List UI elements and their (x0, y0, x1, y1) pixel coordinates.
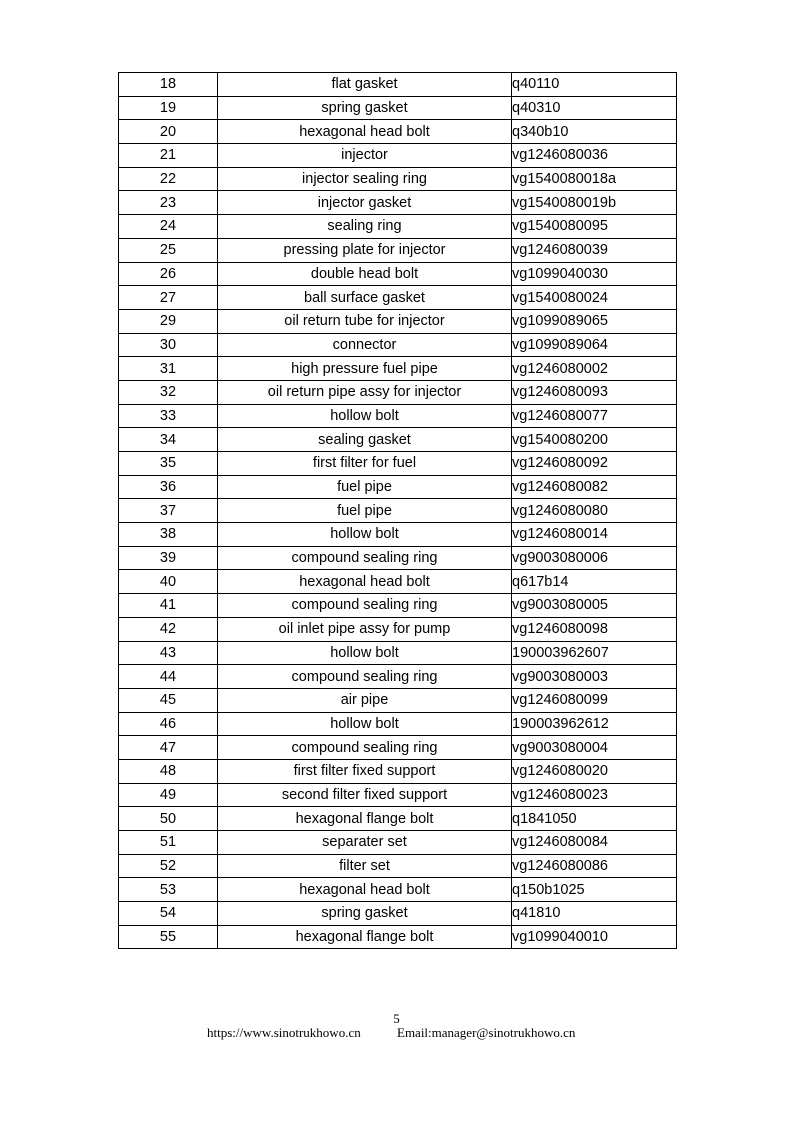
part-name: fuel pipe (218, 499, 512, 523)
part-code: 190003962607 (512, 641, 677, 665)
part-code: vg1099040030 (512, 262, 677, 286)
row-number: 31 (119, 357, 218, 381)
part-name: second filter fixed support (218, 783, 512, 807)
table-row (119, 475, 677, 499)
part-code: vg1246080098 (512, 617, 677, 641)
part-code: vg1099089064 (512, 333, 677, 357)
table-row (119, 286, 677, 310)
row-number: 24 (119, 215, 218, 239)
part-name: injector gasket (218, 191, 512, 215)
table-row (119, 712, 677, 736)
row-number: 21 (119, 144, 218, 168)
table-row (119, 404, 677, 428)
table-row (119, 570, 677, 594)
table-row (119, 238, 677, 262)
table-row (119, 617, 677, 641)
table-row (119, 902, 677, 926)
part-name: connector (218, 333, 512, 357)
part-name: compound sealing ring (218, 594, 512, 618)
row-number: 44 (119, 665, 218, 689)
part-name: flat gasket (218, 73, 512, 97)
footer-email: Email:manager@sinotrukhowo.cn (397, 1025, 576, 1040)
part-name: pressing plate for injector (218, 238, 512, 262)
table-row (119, 357, 677, 381)
row-number: 20 (119, 120, 218, 144)
table-row (119, 641, 677, 665)
row-number: 50 (119, 807, 218, 831)
part-code: vg1246080084 (512, 831, 677, 855)
table-row (119, 167, 677, 191)
row-number: 33 (119, 404, 218, 428)
row-number: 40 (119, 570, 218, 594)
part-name: compound sealing ring (218, 546, 512, 570)
part-name: ball surface gasket (218, 286, 512, 310)
part-code: vg1246080099 (512, 688, 677, 712)
part-code: q40110 (512, 73, 677, 97)
part-name: hexagonal head bolt (218, 878, 512, 902)
row-number: 49 (119, 783, 218, 807)
part-code: vg9003080005 (512, 594, 677, 618)
part-code: q41810 (512, 902, 677, 926)
row-number: 51 (119, 831, 218, 855)
table-row (119, 120, 677, 144)
part-code: q150b1025 (512, 878, 677, 902)
row-number: 23 (119, 191, 218, 215)
part-code: vg1246080093 (512, 380, 677, 404)
parts-table (118, 72, 677, 949)
row-number: 48 (119, 759, 218, 783)
part-code: vg1246080077 (512, 404, 677, 428)
part-code: vg1246080086 (512, 854, 677, 878)
part-code: vg1246080080 (512, 499, 677, 523)
row-number: 46 (119, 712, 218, 736)
row-number: 27 (119, 286, 218, 310)
table-row (119, 333, 677, 357)
row-number: 45 (119, 688, 218, 712)
part-name: injector sealing ring (218, 167, 512, 191)
row-number: 39 (119, 546, 218, 570)
part-name: hexagonal flange bolt (218, 807, 512, 831)
table-row (119, 831, 677, 855)
row-number: 22 (119, 167, 218, 191)
part-code: q617b14 (512, 570, 677, 594)
part-code: vg9003080003 (512, 665, 677, 689)
row-number: 37 (119, 499, 218, 523)
table-row (119, 309, 677, 333)
table-row (119, 452, 677, 476)
part-code: q1841050 (512, 807, 677, 831)
row-number: 19 (119, 96, 218, 120)
table-row (119, 215, 677, 239)
footer-website: https://www.sinotrukhowo.cn (207, 1025, 361, 1040)
part-name: high pressure fuel pipe (218, 357, 512, 381)
part-code: vg1540080200 (512, 428, 677, 452)
row-number: 43 (119, 641, 218, 665)
part-code: vg1246080023 (512, 783, 677, 807)
row-number: 42 (119, 617, 218, 641)
table-row (119, 665, 677, 689)
row-number: 47 (119, 736, 218, 760)
part-name: sealing gasket (218, 428, 512, 452)
table-row (119, 73, 677, 97)
part-name: hollow bolt (218, 404, 512, 428)
row-number: 30 (119, 333, 218, 357)
part-code: vg1246080002 (512, 357, 677, 381)
table-row (119, 428, 677, 452)
part-code: vg1246080039 (512, 238, 677, 262)
row-number: 29 (119, 309, 218, 333)
part-name: spring gasket (218, 96, 512, 120)
row-number: 41 (119, 594, 218, 618)
part-name: fuel pipe (218, 475, 512, 499)
part-name: compound sealing ring (218, 665, 512, 689)
part-name: oil return tube for injector (218, 309, 512, 333)
parts-table-body (119, 73, 677, 949)
row-number: 38 (119, 523, 218, 547)
part-name: hollow bolt (218, 712, 512, 736)
table-row (119, 594, 677, 618)
row-number: 26 (119, 262, 218, 286)
part-name: oil inlet pipe assy for pump (218, 617, 512, 641)
part-code: vg1246080082 (512, 475, 677, 499)
part-name: injector (218, 144, 512, 168)
part-code: vg1099040010 (512, 925, 677, 949)
part-code: vg1246080036 (512, 144, 677, 168)
row-number: 25 (119, 238, 218, 262)
part-name: double head bolt (218, 262, 512, 286)
row-number: 18 (119, 73, 218, 97)
table-row (119, 807, 677, 831)
part-name: first filter for fuel (218, 452, 512, 476)
row-number: 35 (119, 452, 218, 476)
table-row (119, 854, 677, 878)
part-code: vg1246080092 (512, 452, 677, 476)
part-name: hexagonal flange bolt (218, 925, 512, 949)
part-name: hexagonal head bolt (218, 120, 512, 144)
part-name: oil return pipe assy for injector (218, 380, 512, 404)
table-row (119, 523, 677, 547)
page-number: 5 (393, 1011, 400, 1026)
row-number: 54 (119, 902, 218, 926)
table-row (119, 736, 677, 760)
table-row (119, 925, 677, 949)
part-code: vg1540080018a (512, 167, 677, 191)
row-number: 36 (119, 475, 218, 499)
table-row (119, 144, 677, 168)
row-number: 32 (119, 380, 218, 404)
table-row (119, 546, 677, 570)
part-code: vg9003080006 (512, 546, 677, 570)
part-code: 190003962612 (512, 712, 677, 736)
row-number: 34 (119, 428, 218, 452)
part-code: vg9003080004 (512, 736, 677, 760)
table-row (119, 191, 677, 215)
part-code: q40310 (512, 96, 677, 120)
part-name: hollow bolt (218, 523, 512, 547)
part-name: sealing ring (218, 215, 512, 239)
part-code: vg1540080024 (512, 286, 677, 310)
row-number: 55 (119, 925, 218, 949)
table-row (119, 783, 677, 807)
part-name: air pipe (218, 688, 512, 712)
part-name: hollow bolt (218, 641, 512, 665)
table-row (119, 878, 677, 902)
part-code: vg1099089065 (512, 309, 677, 333)
table-row (119, 499, 677, 523)
part-name: compound sealing ring (218, 736, 512, 760)
part-name: spring gasket (218, 902, 512, 926)
table-row (119, 262, 677, 286)
part-name: first filter fixed support (218, 759, 512, 783)
part-code: q340b10 (512, 120, 677, 144)
table-row (119, 380, 677, 404)
row-number: 53 (119, 878, 218, 902)
table-row (119, 96, 677, 120)
part-name: filter set (218, 854, 512, 878)
part-code: vg1540080019b (512, 191, 677, 215)
row-number: 52 (119, 854, 218, 878)
part-name: separater set (218, 831, 512, 855)
table-row (119, 688, 677, 712)
table-row (119, 759, 677, 783)
part-code: vg1246080020 (512, 759, 677, 783)
part-code: vg1540080095 (512, 215, 677, 239)
part-code: vg1246080014 (512, 523, 677, 547)
part-name: hexagonal head bolt (218, 570, 512, 594)
